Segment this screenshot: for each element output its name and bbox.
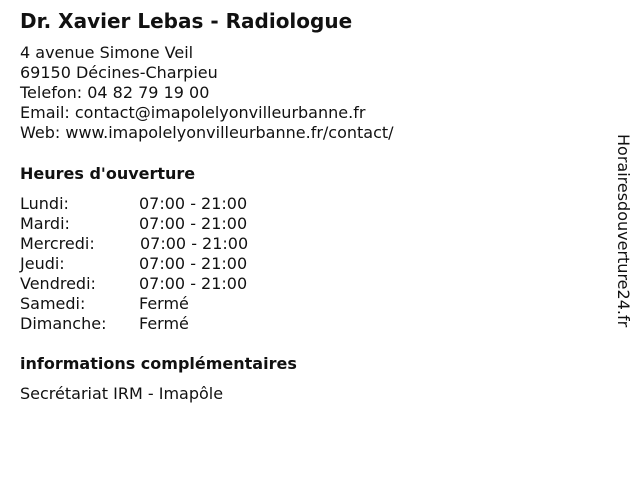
time-value: 07:00 - 21:00: [139, 254, 248, 273]
day-label: Vendredi:: [20, 274, 96, 293]
address-block: [20, 43, 394, 143]
time-value: 07:00 - 21:00: [139, 194, 248, 213]
time-value: Fermé: [139, 314, 189, 333]
time-value: 07:00 - 21:00: [139, 274, 248, 293]
time-value: 07:00 - 21:00: [140, 234, 249, 253]
time-value: Fermé: [139, 294, 189, 313]
email-address: Email: contact@imapolelyonvilleurbanne.fr: [20, 103, 366, 122]
page-title: Dr. Xavier Lebas - Radiologue: [20, 9, 353, 33]
site-watermark: Horairesdouverture24.fr: [614, 134, 633, 328]
day-label: Jeudi:: [20, 254, 65, 273]
additional-info-heading: informations complémentaires: [20, 354, 297, 373]
street-address: 4 avenue Simone Veil: [20, 43, 194, 62]
day-label: Mardi:: [20, 214, 70, 233]
city-address: 69150 Décines-Charpieu: [20, 63, 218, 82]
day-label: Lundi:: [20, 194, 69, 213]
day-label: Samedi:: [20, 294, 86, 313]
additional-info-text: Secrétariat IRM - Imapôle: [20, 384, 224, 403]
opening-hours-heading: Heures d'ouverture: [20, 164, 196, 183]
day-label: Dimanche:: [20, 314, 107, 333]
phone-number: Telefon: 04 82 79 19 00: [20, 83, 210, 102]
website-url: Web: www.imapolelyonvilleurbanne.fr/contact/: [20, 123, 394, 142]
time-value: 07:00 - 21:00: [139, 214, 248, 233]
day-label: Mercredi:: [20, 234, 95, 253]
